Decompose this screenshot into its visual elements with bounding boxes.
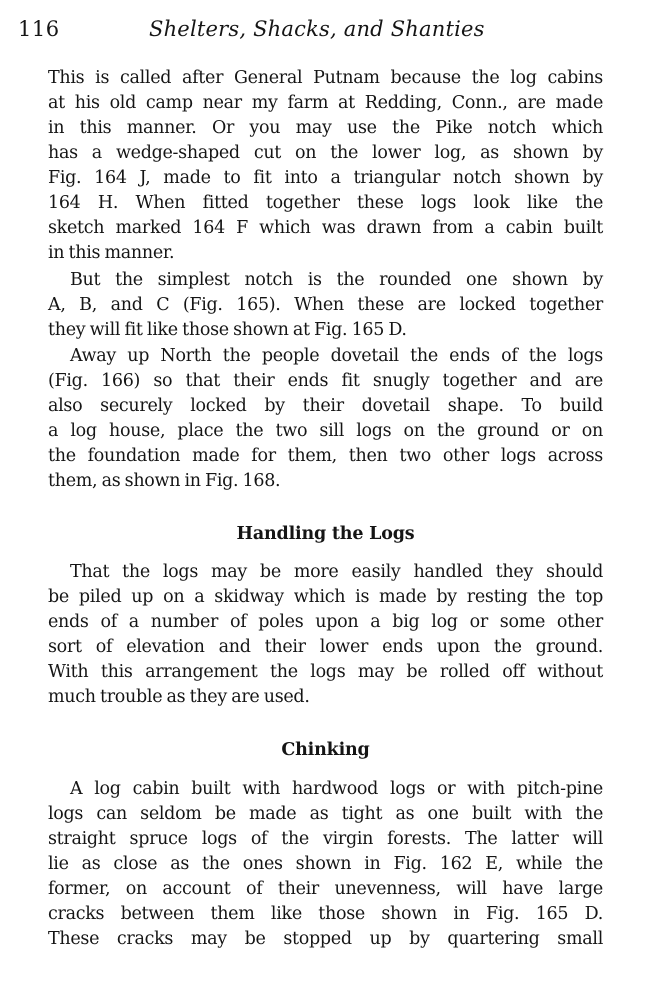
section-heading-handling: Handling the Logs bbox=[236, 524, 415, 544]
text-line: lie as close as the ones shown in Fig. 162 E, while the bbox=[48, 854, 603, 874]
text-line: former, on account of their unevenness, will have large bbox=[48, 879, 603, 899]
book-title: Shelters, Shacks, and Shanties bbox=[149, 17, 485, 41]
section-heading-chinking: Chinking bbox=[281, 740, 370, 760]
text-line: at his old camp near my farm at Redding, Conn., are made bbox=[48, 93, 603, 113]
text-line: sketch marked 164 F which was drawn from a cabin built bbox=[48, 218, 603, 238]
running-head bbox=[18, 14, 618, 46]
text-line: Fig. 164 J, made to fit into a triangular notch shown by bbox=[48, 168, 603, 188]
text-line: That the logs may be more easily handled they should bbox=[70, 562, 603, 582]
text-line: A, B, and C (Fig. 165). When these are locked together bbox=[48, 295, 603, 315]
text-line: 164 H. When fitted together these logs look like the bbox=[48, 193, 603, 213]
text-line: logs can seldom be made as tight as one built with the bbox=[48, 804, 603, 824]
text-line: These cracks may be stopped up by quartering small bbox=[48, 929, 603, 949]
text-line: in this manner. bbox=[48, 243, 175, 263]
text-line: they will fit like those shown at Fig. 165 D. bbox=[48, 320, 407, 340]
text-line: But the simplest notch is the rounded one shown by bbox=[70, 270, 603, 290]
text-line: be piled up on a skidway which is made by resting the top bbox=[48, 587, 603, 607]
text-line: a log house, place the two sill logs on the ground or on bbox=[48, 421, 603, 441]
text-line: (Fig. 166) so that their ends fit snugly together and are bbox=[48, 371, 603, 391]
text-line: them, as shown in Fig. 168. bbox=[48, 471, 281, 491]
text-line: Away up North the people dovetail the ends of the logs bbox=[70, 346, 603, 366]
text-line: ends of a number of poles upon a big log or some other bbox=[48, 612, 603, 632]
text-line: cracks between them like those shown in Fig. 165 D. bbox=[48, 904, 603, 924]
text-line: also securely locked by their dovetail shape. To build bbox=[48, 396, 603, 416]
text-line: A log cabin built with hardwood logs or with pitch-pine bbox=[70, 779, 603, 799]
text-line: has a wedge-shaped cut on the lower log, as shown by bbox=[48, 143, 603, 163]
text-line: much trouble as they are used. bbox=[48, 687, 310, 707]
page-number: 116 bbox=[18, 17, 60, 41]
text-line: With this arrangement the logs may be rolled off without bbox=[48, 662, 603, 682]
text-line: straight spruce logs of the virgin forests. The latter will bbox=[48, 829, 603, 849]
text-line: This is called after General Putnam because the log cabins bbox=[48, 68, 603, 88]
text-line: in this manner. Or you may use the Pike notch which bbox=[48, 118, 603, 138]
text-line: the foundation made for them, then two other logs across bbox=[48, 446, 603, 466]
text-line: sort of elevation and their lower ends upon the ground. bbox=[48, 637, 603, 657]
